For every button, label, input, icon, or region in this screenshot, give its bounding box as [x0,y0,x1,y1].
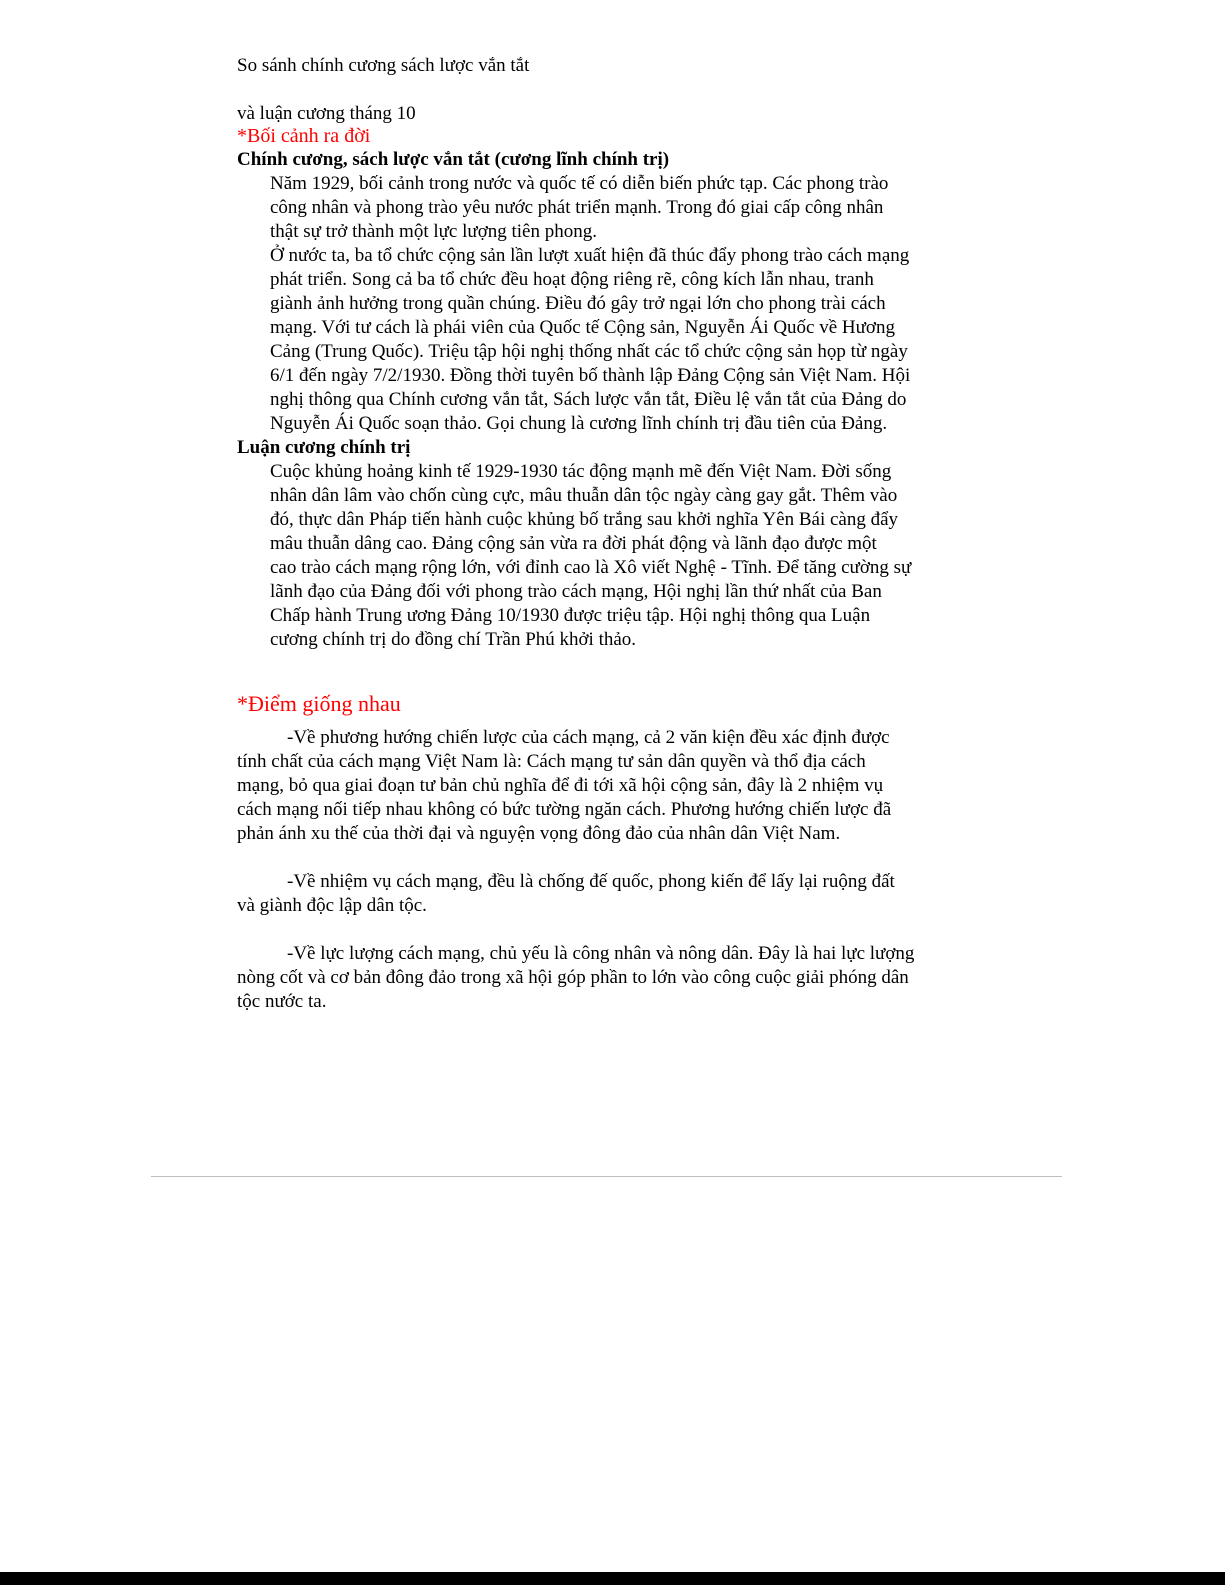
page-divider [151,1176,1062,1177]
text-line: giành ảnh hưởng trong quần chúng. Điều đó gây trở ngại lớn cho phong trài cách [270,293,886,314]
text-line: Nguyễn Ái Quốc soạn thảo. Gọi chung là cương lĩnh chính trị đầu tiên của Đảng. [270,413,888,434]
text-line: Năm 1929, bối cảnh trong nước và quốc tế có diễn biến phức tạp. Các phong trào [270,173,889,194]
text-line: cương chính trị do đồng chí Trần Phú khởi thảo. [270,629,637,650]
bottom-edge-bar [0,1572,1225,1585]
paragraph-tasks [237,870,987,918]
text-line: -Về lực lượng cách mạng, chủ yếu là công nhân và nông dân. Đây là hai lực lượng [287,943,915,964]
text-line: tộc nước ta. [237,991,327,1012]
text-line: mạng. Với tư cách là phái viên của Quốc tế Cộng sản, Nguyễn Ái Quốc về Hương [270,317,895,338]
subheading-chinh-cuong: Chính cương, sách lược vắn tắt (cương lĩnh chính trị) [237,149,670,170]
text-line: cách mạng nối tiếp nhau không có bức tường ngăn cách. Phương hướng chiến lược đã [237,799,892,820]
text-line: -Về nhiệm vụ cách mạng, đều là chống đế quốc, phong kiến để lấy lại ruộng đất [287,871,895,892]
text-line: lãnh đạo của Đảng đối với phong trào cách mạng, Hội nghị lần thứ nhất của Ban [270,581,882,602]
text-line: tính chất của cách mạng Việt Nam là: Cách mạng tư sản dân quyền và thổ địa cách [237,751,866,772]
text-line: mạng, bỏ qua giai đoạn tư bản chủ nghĩa để đi tới xã hội cộng sản, đây là 2 nhiệm vụ [237,775,884,796]
text-line: phản ánh xu thế của thời đại và nguyện vọng đông đảo của nhân dân Việt Nam. [237,823,841,844]
text-line: mâu thuẫn dâng cao. Đảng cộng sản vừa ra đời phát động và lãnh đạo được một [270,533,877,554]
text-line: đó, thực dân Pháp tiến hành cuộc khủng bố trắng sau khởi nghĩa Yên Bái càng đẩy [270,509,899,530]
text-line: 6/1 đến ngày 7/2/1930. Đồng thời tuyên bố thành lập Đảng Cộng sản Việt Nam. Hội [270,365,911,386]
text-line: Cuộc khủng hoảng kinh tế 1929-1930 tác động mạnh mẽ đến Việt Nam. Đời sống [270,461,892,482]
text-line: -Về phương hướng chiến lược của cách mạng, cả 2 văn kiện đều xác định được [287,727,890,748]
text-line: và giành độc lập dân tộc. [237,895,427,916]
title-line-2: và luận cương tháng 10 [237,103,416,124]
section-heading-similarities: *Điểm giống nhau [237,691,401,716]
text-line: nghị thông qua Chính cương vắn tắt, Sách lược vắn tắt, Điều lệ vắn tắt của Đảng do [270,389,907,410]
text-line: Cảng (Trung Quốc). Triệu tập hội nghị thống nhất các tổ chức cộng sản họp từ ngày [270,341,908,362]
text-line: Ở nước ta, ba tổ chức cộng sản lần lượt xuất hiện đã thúc đẩy phong trào cách mạng [270,245,910,266]
text-line: cao trào cách mạng rộng lớn, với đỉnh cao là Xô viết Nghệ - Tĩnh. Để tăng cường sự [270,557,912,578]
subheading-luan-cuong: Luận cương chính trị [237,437,411,458]
text-line: Chấp hành Trung ương Đảng 10/1930 được triệu tập. Hội nghị thông qua Luận [270,605,871,626]
text-line: nhân dân lâm vào chốn cùng cực, mâu thuẫn dân tộc ngày càng gay gắt. Thêm vào [270,485,898,506]
paragraph-forces [237,942,987,1014]
title-line-1: So sánh chính cương sách lược vắn tắt [237,55,530,76]
paragraph-chinh-cuong [270,172,985,436]
paragraph-luan-cuong [270,460,985,652]
section-heading-context: *Bối cảnh ra đời [237,125,371,147]
text-line: thật sự trở thành một lực lượng tiên phong. [270,221,597,242]
text-line: công nhân và phong trào yêu nước phát triển mạnh. Trong đó giai cấp công nhân [270,197,884,218]
paragraph-strategy [237,726,987,846]
text-line: phát triển. Song cả ba tổ chức đều hoạt động riêng rẽ, công kích lẫn nhau, tranh [270,269,874,290]
text-line: nòng cốt và cơ bản đông đảo trong xã hội góp phần to lớn vào công cuộc giải phóng dân [237,967,909,988]
